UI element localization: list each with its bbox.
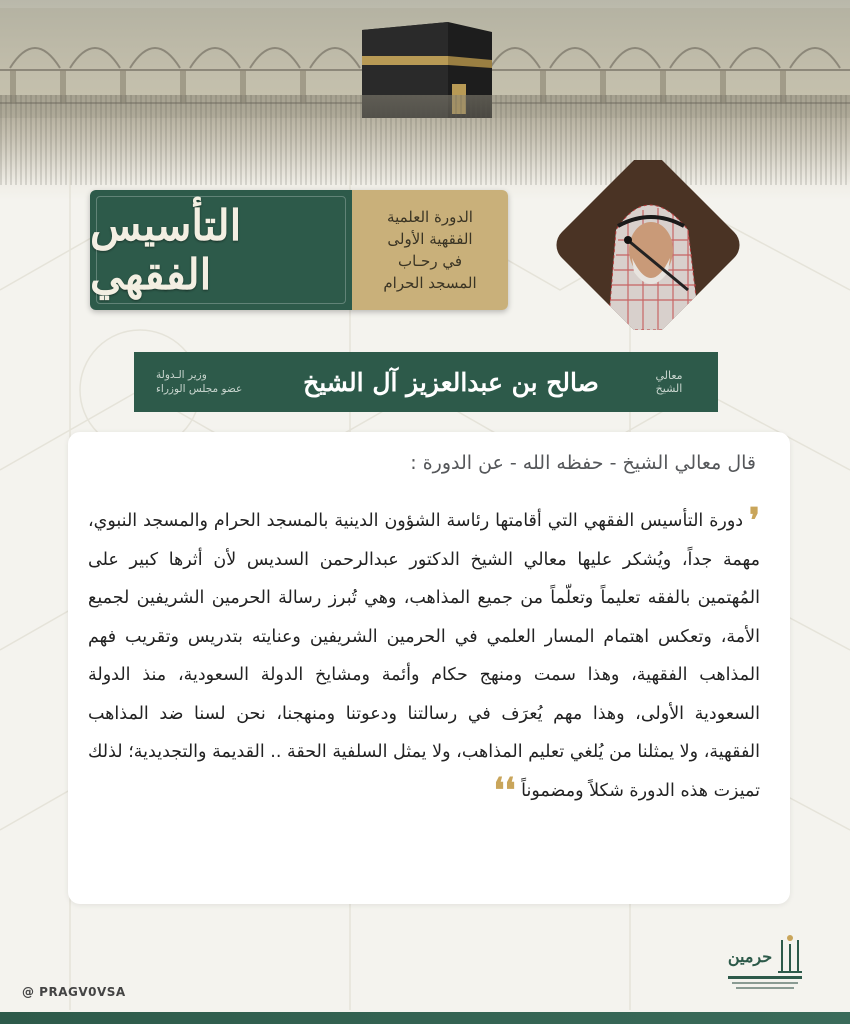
- bottom-strip: [0, 1012, 850, 1024]
- course-title-panel: [90, 190, 352, 310]
- speaker-role-line2: عضو مجلس الوزراء: [156, 383, 243, 395]
- presidency-logo: [722, 932, 808, 996]
- course-subtitle-line: في رحـاب: [397, 252, 463, 270]
- speaker-portrait: [548, 160, 748, 330]
- course-title: التأسيس الفقهي: [90, 201, 242, 299]
- speaker-name-bar: [134, 352, 718, 412]
- course-subtitle-line: الفقهية الأولى: [387, 230, 473, 248]
- course-title-badge: [90, 190, 508, 310]
- course-subtitle-panel: [352, 190, 508, 310]
- close-quote-icon: ❛❛: [493, 770, 516, 811]
- social-handle: @ PRAGV0VSA: [22, 985, 126, 999]
- speaker-role: [156, 368, 266, 396]
- speaker-honorific: معالي الشيخ: [655, 369, 683, 395]
- open-quote-icon: ❜: [749, 501, 760, 541]
- course-subtitle-line: الدورة العلمية: [387, 208, 473, 226]
- quote-body: [88, 502, 760, 810]
- speaker-role-line1: وزير الـدولة: [156, 369, 207, 381]
- speaker-photo: [548, 160, 748, 330]
- quote-intro: قال معالي الشيخ - حفظه الله - عن الدورة :: [410, 452, 756, 474]
- quote-card: [68, 432, 790, 904]
- course-subtitle-line: المسجد الحرام: [383, 274, 477, 292]
- logo-text: حرمين: [727, 947, 773, 966]
- speaker-name: صالح بن عبدالعزيز آل الشيخ: [303, 367, 599, 397]
- quote-text: دورة التأسيس الفقهي التي أقامتها رئاسة الشؤون الدينية بالمسجد الحرام والمسجد النبوي، مهمة جداً، ويُشكر عليها معالي الشيخ الدكتور عبدالرحمن السديس لأن أثرها كبير على المُهتمين بالفقه تعليماً وتعلّماً من جميع المذاهب، وهي تُبرز رسالة الحرمين الشريفين لجميع الأمة، وتعكس اهتمام المسار العلمي في الحرمين الشريفين وعنايته بتدريس وتقريب فهم المذاهب الفقهية، وهذا سمت ومنهج حكام وأئمة ومشايخ الدولة السعودية، منذ الدولة السعودية الأولى، وهذا مهم يُعرَف في رسالتنا ودعوتنا ومنهجنا، نحن لسنا ضد المذاهب الفقهية، ولا يمثلنا من يُلغي تعليم المذاهب، ولا يمثل السلفية الحقة .. القديمة والتجديدية؛ لذلك تميزت هذه الدورة شكلاً ومضموناً: [88, 511, 760, 801]
